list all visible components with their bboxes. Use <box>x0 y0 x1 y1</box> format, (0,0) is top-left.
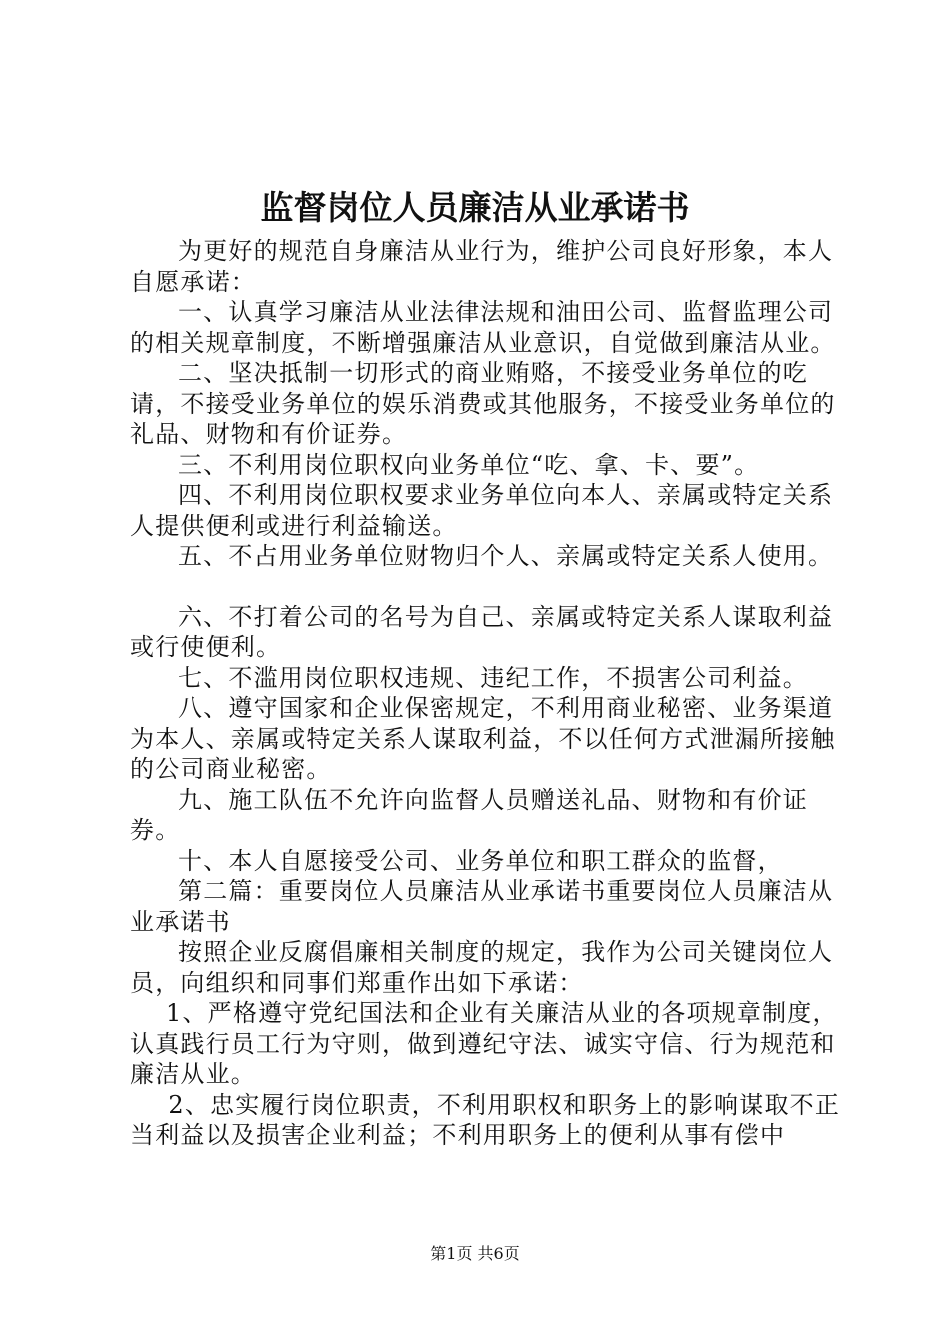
paragraph-item-2: 二、坚决抵制一切形式的商业贿赂，不接受业务单位的吃请，不接受业务单位的娱乐消费或其他服务，不接受业务单位的礼品、财物和有价证券。 <box>130 359 836 448</box>
page-footer: 第1页 共6页 <box>430 1244 520 1263</box>
paragraph-pledge-2: 2、忠实履行岗位职责，不利用职权和职务上的影响谋取不正当利益以及损害企业利益；不利用职务上的便利从事有偿中 <box>130 1090 841 1149</box>
paragraph-item-7: 七、不滥用岗位职权违规、违纪工作，不损害公司利益。 <box>178 663 808 692</box>
paragraph-item-3: 三、不利用岗位职权向业务单位“吃、拿、卡、要”。 <box>178 450 760 479</box>
paragraph-item-8: 八、遵守国家和企业保密规定，不利用商业秘密、业务渠道为本人、亲属或特定关系人谋取利益，不以任何方式泄漏所接触的公司商业秘密。 <box>130 694 836 783</box>
paragraph-pledge-1: 1、严格遵守党纪国法和企业有关廉洁从业的各项规章制度，认真践行员工行为守则，做到遵纪守法、诚实守信、行为规范和廉洁从业。 <box>130 999 838 1088</box>
paragraph-section-heading: 第二篇：重要岗位人员廉洁从业承诺书重要岗位人员廉洁从业承诺书 <box>130 877 834 936</box>
paragraph-item-9: 九、施工队伍不允许向监督人员赠送礼品、财物和有价证券。 <box>130 785 808 844</box>
document-body <box>130 236 850 1151</box>
paragraph-intro: 为更好的规范自身廉洁从业行为，维护公司良好形象，本人自愿承诺： <box>130 237 834 296</box>
document-title: 监督岗位人员廉洁从业承诺书 <box>260 188 690 227</box>
paragraph-item-4: 四、不利用岗位职权要求业务单位向本人、亲属或特定关系人提供便利或进行利益输送。 <box>130 481 834 540</box>
paragraph-item-5: 五、不占用业务单位财物归个人、亲属或特定关系人使用。 <box>178 542 834 570</box>
paragraph-item-6: 六、不打着公司的名号为自己、亲属或特定关系人谋取利益或行使便利。 <box>130 602 834 661</box>
paragraph-item-1: 一、认真学习廉洁从业法律法规和油田公司、监督监理公司的相关规章制度，不断增强廉洁从业意识，自觉做到廉洁从业。 <box>130 298 836 357</box>
paragraph-section-intro: 按照企业反腐倡廉相关制度的规定，我作为公司关键岗位人员，向组织和同事们郑重作出如下承诺： <box>130 938 834 997</box>
paragraph-item-10: 十、本人自愿接受公司、业务单位和职工群众的监督， <box>178 846 783 875</box>
